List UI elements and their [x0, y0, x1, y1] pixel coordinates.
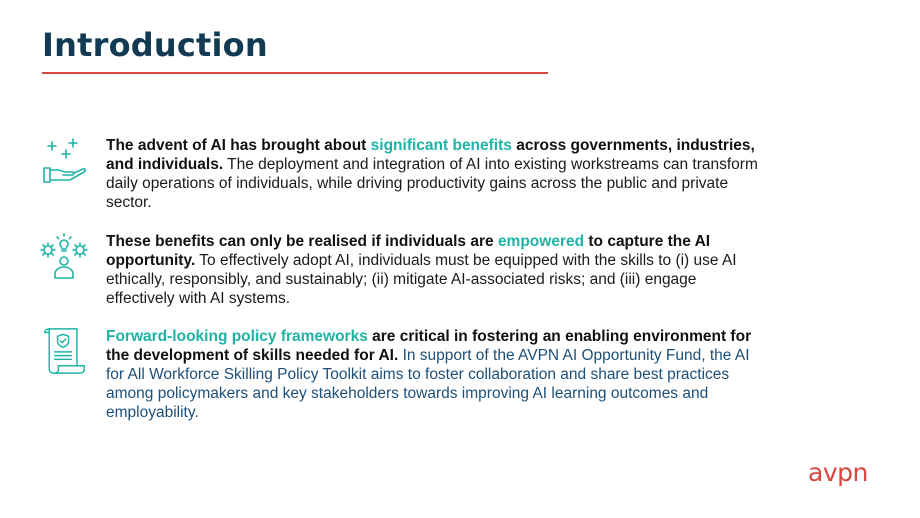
benefits-highlight: significant benefits	[370, 137, 512, 154]
benefits-lead-a: The advent of AI has brought about	[106, 137, 371, 154]
empowerment-body: To effectively adopt AI, individuals must be equipped with the skills to (i) use AI ethically, responsibly, and sustainably; (ii) mitigate AI-associated risks; and (iii) engage effectively with AI systems.	[106, 252, 737, 307]
avpn-logo-text: avpn	[808, 459, 868, 487]
policy-highlight: Forward-looking policy frameworks	[106, 328, 368, 345]
page-title: Introduction	[42, 26, 268, 64]
avpn-logo-icon	[806, 459, 882, 493]
benefits-lead-b: across governments, industries, and individuals.	[106, 137, 755, 173]
person-with-gears-and-lightbulb-icon	[40, 232, 88, 280]
hand-with-plus-signs-icon	[40, 136, 88, 184]
empowerment-lead-a: These benefits can only be realised if individuals are	[106, 233, 498, 250]
policy-lead-b: are critical in fostering an enabling environment for the development of skills needed for AI.	[106, 328, 752, 364]
empowerment-paragraph	[106, 232, 766, 308]
policy-body: In support of the AVPN AI Opportunity Fund, the AI for All Workforce Skilling Policy Toolkit aims to foster collaboration and share best practices among policymakers and key stakeholders towards improving AI learning outcomes and employability.	[106, 347, 750, 421]
policy-paragraph	[106, 327, 766, 422]
benefits-paragraph	[106, 136, 766, 212]
policy-scroll-with-shield-icon	[40, 327, 88, 375]
empowerment-highlight: empowered	[497, 233, 585, 250]
empowerment-lead-b: to capture the AI opportunity.	[106, 233, 711, 269]
title-underline	[42, 72, 548, 74]
benefits-body: The deployment and integration of AI into existing workstreams can transform daily operations of individuals, while driving productivity gains across the public and private sector.	[106, 156, 758, 211]
